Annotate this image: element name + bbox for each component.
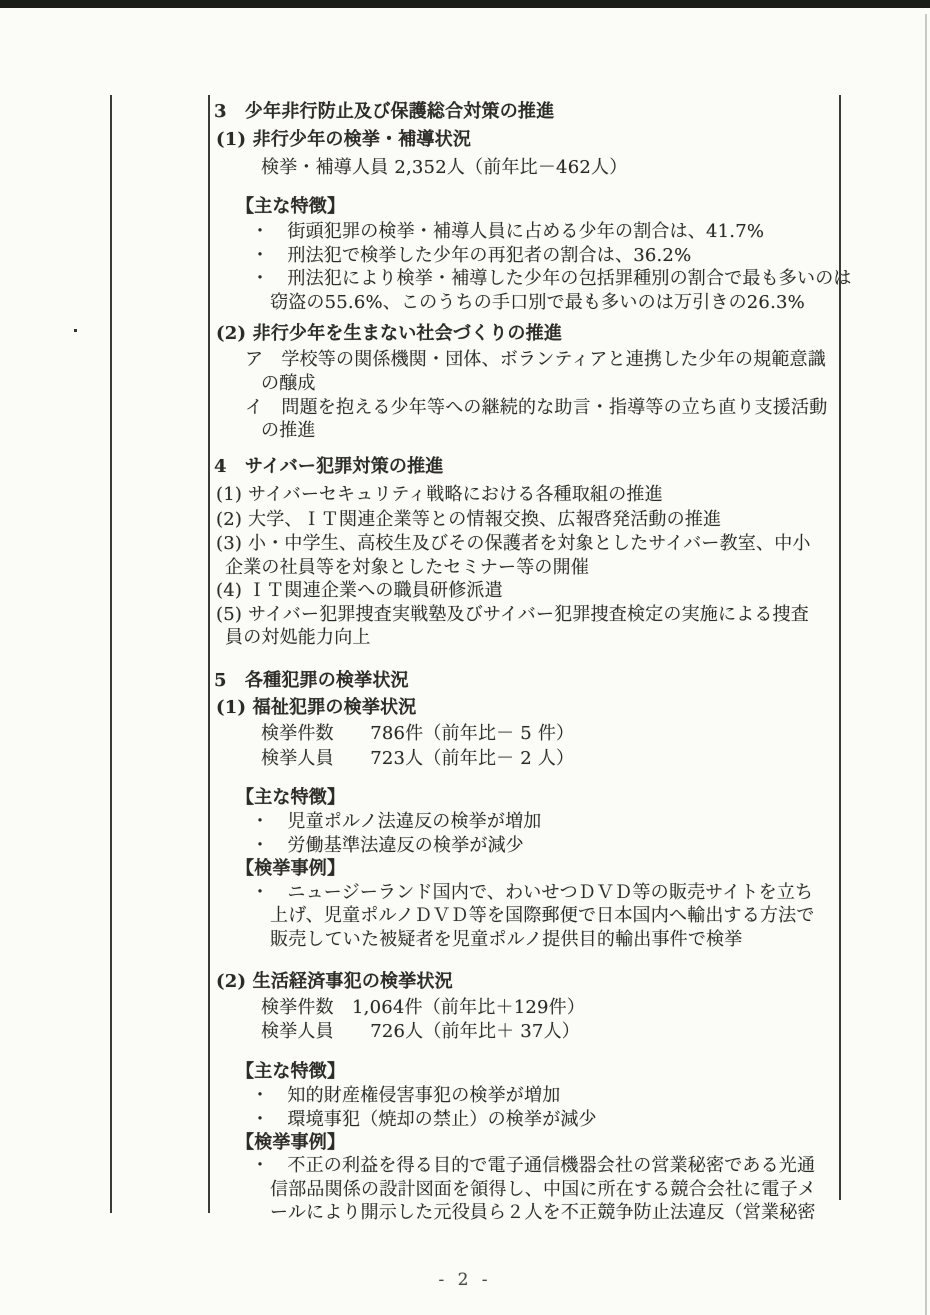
- stat-line: 検挙人員 723人（前年比－ 2 人）: [261, 748, 575, 769]
- features-label: 【主な特徴】: [236, 787, 346, 808]
- numbered-item: (4) ＩＴ関連企業への職員研修派遣: [216, 580, 503, 601]
- case-bullet-continuation: 信部品関係の設計図面を領得し、中国に所在する競合会社に電子メ: [270, 1179, 816, 1200]
- katakana-item: ア 学校等の関係機関・団体、ボランティアと連携した少年の規範意識: [245, 349, 826, 370]
- numbered-item-continuation: 企業の社員等を対象としたセミナー等の開催: [225, 557, 589, 578]
- case-bullet-continuation: 販売していた被疑者を児童ポルノ提供目的輸出事件で検挙: [270, 929, 743, 950]
- cases-label: 【検挙事例】: [236, 858, 346, 879]
- feature-bullet: ・ 児童ポルノ法違反の検挙が増加: [251, 811, 542, 832]
- feature-bullet: ・ 環境事犯（焼却の禁止）の検挙が減少: [251, 1109, 597, 1130]
- section-5-2-heading: (2) 生活経済事犯の検挙状況: [216, 971, 453, 992]
- numbered-item: (2) 大学、ＩＴ関連企業等との情報交換、広報啓発活動の推進: [216, 509, 722, 530]
- scan-paper-edge-line: [925, 14, 927, 1315]
- case-bullet: ・ ニュージーランド国内で、わいせつＤＶＤ等の販売サイトを立ち: [251, 882, 814, 903]
- section-4-heading: 4 サイバー犯罪対策の推進: [214, 456, 444, 477]
- feature-bullet: ・ 知的財産権侵害事犯の検挙が増加: [251, 1085, 561, 1106]
- cases-label: 【検挙事例】: [236, 1132, 346, 1153]
- katakana-item: イ 問題を抱える少年等への継続的な助言・指導等の立ち直り支援活動: [245, 397, 828, 418]
- section-5-heading: 5 各種犯罪の検挙状況: [214, 670, 409, 691]
- features-label: 【主な特徴】: [236, 1061, 346, 1082]
- numbered-item: (5) サイバー犯罪捜査実戦塾及びサイバー犯罪捜査検定の実施による捜査: [216, 604, 809, 625]
- features-label: 【主な特徴】: [236, 196, 346, 217]
- stat-line: 検挙件数 1,064件（前年比＋129件）: [261, 997, 586, 1018]
- feature-bullet: ・ 街頭犯罪の検挙・補導人員に占める少年の割合は、41.7%: [251, 221, 765, 242]
- stray-ink-mark: [74, 329, 77, 332]
- feature-bullet: ・ 刑法犯により検挙・補導した少年の包括罪種別の割合で最も多いのは: [251, 268, 852, 289]
- stat-line: 検挙・補導人員 2,352人（前年比－462人）: [261, 157, 628, 178]
- page-number: - 2 -: [438, 1270, 492, 1290]
- case-bullet-continuation: ールにより開示した元役員ら２人を不正競争防止法違反（営業秘密: [270, 1202, 816, 1223]
- left-margin-rule: [110, 95, 112, 1213]
- section-3-1-heading: (1) 非行少年の検挙・補導状況: [216, 129, 472, 150]
- scanner-edge-band: [0, 0, 930, 8]
- stat-line: 検挙件数 786件（前年比－ 5 件）: [261, 723, 575, 744]
- feature-bullet-continuation: 窃盗の55.6%、このうちの手口別で最も多いのは万引きの26.3%: [270, 292, 805, 313]
- section-3-2-heading: (2) 非行少年を生まない社会づくりの推進: [216, 323, 563, 344]
- numbered-item: (1) サイバーセキュリティ戦略における各種取組の推進: [216, 484, 663, 505]
- katakana-item-continuation: の推進: [261, 420, 316, 441]
- case-bullet-continuation: 上げ、児童ポルノＤＶＤ等を国際郵便で日本国内へ輸出する方法で: [270, 905, 815, 926]
- case-bullet: ・ 不正の利益を得る目的で電子通信機器会社の営業秘密である光通: [251, 1155, 816, 1176]
- numbered-item: (3) 小・中学生、高校生及びその保護者を対象としたサイバー教室、中小: [216, 533, 811, 554]
- section-3-heading: 3 少年非行防止及び保護総合対策の推進: [214, 101, 555, 122]
- stat-line: 検挙人員 726人（前年比＋ 37人）: [261, 1021, 580, 1042]
- katakana-item-continuation: の醸成: [261, 373, 316, 394]
- feature-bullet: ・ 刑法犯で検挙した少年の再犯者の割合は、36.2%: [251, 245, 692, 266]
- text-column-left-rule: [208, 95, 210, 1213]
- text-column-right-rule: [839, 95, 841, 1200]
- feature-bullet: ・ 労働基準法違反の検挙が減少: [251, 835, 524, 856]
- numbered-item-continuation: 員の対処能力向上: [225, 627, 371, 648]
- section-5-1-heading: (1) 福祉犯罪の検挙状況: [216, 697, 417, 718]
